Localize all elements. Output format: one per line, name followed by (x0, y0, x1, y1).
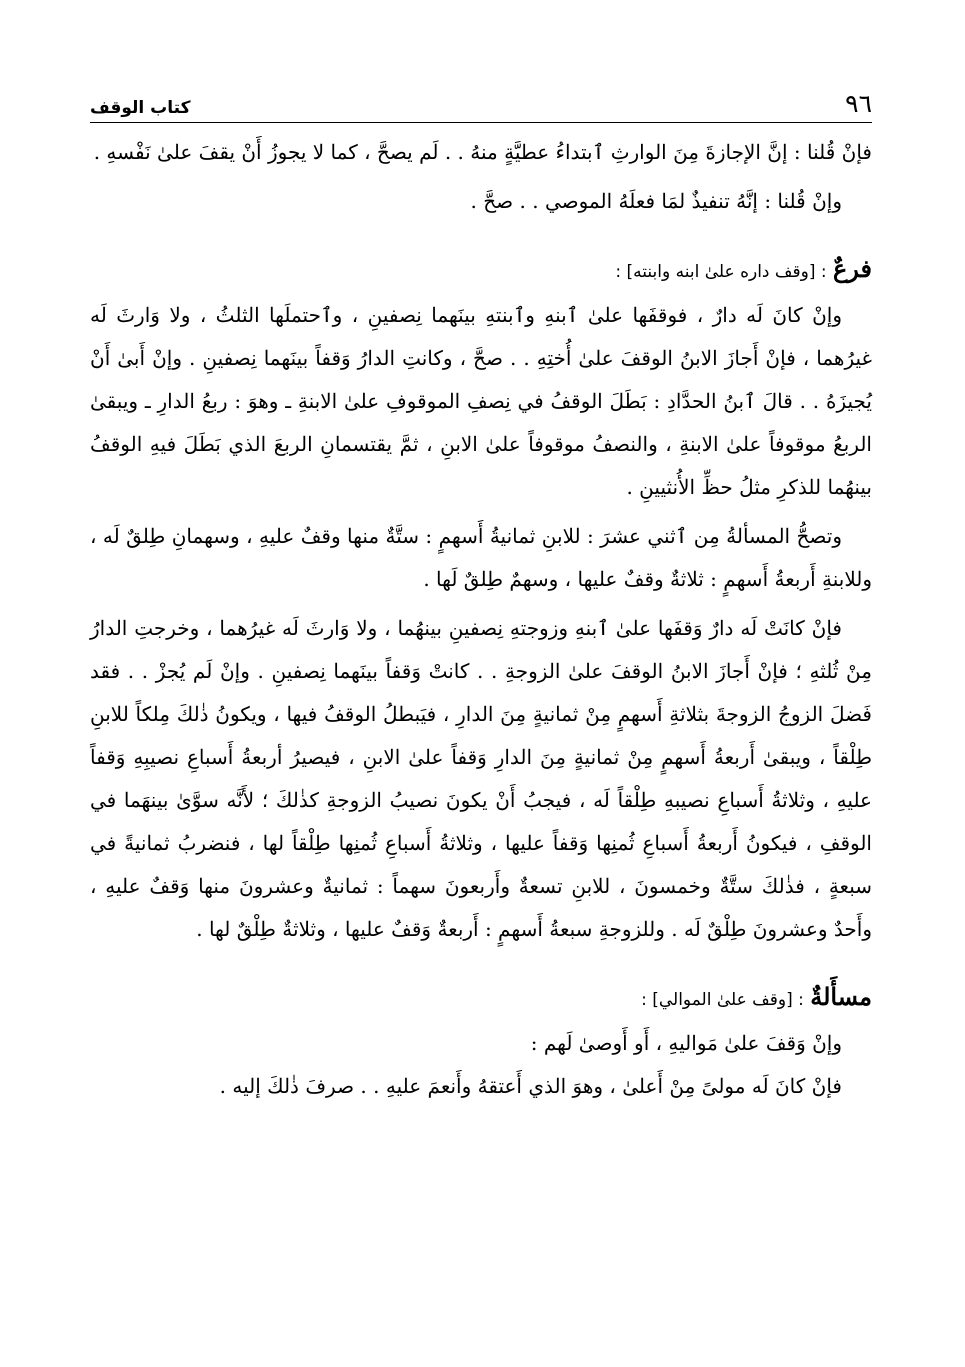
page-header (90, 80, 872, 123)
heading-word: مسأَلةٌ (810, 982, 872, 1011)
paragraph: وإنْ وَقفَ علىٰ مَواليهِ ، أَو أَوصىٰ لَهم : (530, 1031, 842, 1055)
paragraph: وإنْ كانَ لَه دارٌ ، فوقفَها علىٰ ٱبنهِ وٱبنتهِ بينَهما نِصفينِ ، وٱحتملَها الثلثُ ، ولا وَارثَ لَه غيرُهما ، فإنْ أَجازَ الابنُ الوقفَ علىٰ أُختِهِ . . صحَّ ، وكانتِ الدارُ وَقفاً بينَهما نِصفينِ . وإنْ أَبىٰ أَنْ يُجيزَهُ . . قالَ ٱبنُ الحدَّادِ : بَطَلَ الوقفُ في نِصفِ الموقوفِ علىٰ الابنةِ ـ وهوَ : ربعُ الدارِ ـ ويبقىٰ الربعُ موقوفاً علىٰ الابنةِ ، والنصفُ موقوفاً علىٰ الابنِ ، ثمَّ يقتسمانِ الربعَ الذي بَطَلَ فيهِ الوقفُ بينهُما للذكرِ مثلُ حظِّ الأُنثيينِ . (90, 303, 872, 499)
paragraph: فإنْ قُلنا : إنَّ الإجازةَ مِنَ الوارثِ ٱبتداءُ عطيَّةٍ منهُ . . لَم يصحَّ ، كما لا يجوزُ أَنْ يقفَ علىٰ نَفْسهِ . (93, 140, 872, 164)
heading-topic: : [وقف علىٰ الموالي] : (641, 990, 804, 1010)
paragraph: فإنْ كانَ لَه مولىً مِنْ أَعلىٰ ، وهوَ الذي أَعتقهُ وأَنعمَ عليهِ . . صرفَ ذٰلكَ إليه . (219, 1074, 842, 1098)
paragraph: فإنْ كانَتْ لَه دارٌ وَقفَها علىٰ ٱبنهِ وزوجتهِ نِصفينِ بينهُما ، ولا وَارثَ لَه غيرُهما ، وخرجتِ الدارُ مِنْ ثُلثهِ ؛ فإنْ أَجازَ الابنُ الوقفَ علىٰ الزوجةِ . . كانتْ وَقفاً بينَهما نِصفينِ . وإنْ لَم يُجزْ . . فقد فَضلَ الزوجُ الزوجةَ بثلاثةِ أَسهمٍ مِنْ ثمانيةٍ مِنَ الدارِ ، فيَبطلُ الوقفُ فيها ، ويكونُ ذٰلكَ مِلكاً للابنِ طِلْقاً ، ويبقىٰ أَربعةُ أَسهمٍ مِنْ ثمانيةٍ مِنَ الدارِ وَقفاً علىٰ الابنِ ، فيصيرُ أربعةُ أَسباعِ نصيبِهِ وَقفاً عليهِ ، وثلاثةُ أَسباعِ نصيبهِ طِلْقاً لَه ، فيجبُ أَنْ يكونَ نصيبُ الزوجةِ كذٰلكَ ؛ لأَنَّه سوَّىٰ بينهَما في الوقفِ ، فيكونُ أَربعةُ أَسباعِ ثُمنِها وَقفاً عليها ، وثلاثةُ أَسباعِ ثُمنِها طِلْقاً لها ، فنضربُ ثمانيةً في سبعةٍ ، فذٰلكَ ستَّةٌ وخمسونَ ، للابنِ تسعةٌ وأَربعونَ سهماً : ثمانيةٌ وعشرونَ منها وَقفٌ عليهِ ، وأَحدٌ وعشرونَ طِلْقٌ لَه . وللزوجةِ سبعةُ أَسهمٍ : أَربعةٌ وَقفٌ عليها ، وثلاثةٌ طِلْقٌ لها . (90, 616, 872, 941)
paragraph: وتصحُّ المسألةُ مِن ٱثني عشرَ : للابنِ ثمانيةُ أَسهمٍ : ستَّةٌ منها وقفٌ عليهِ ، وسهمانِ طِلقٌ لَه ، وللابنةِ أَربعةُ أَسهمٍ : ثلاثةٌ وقفٌ عليها ، وسهمٌ طِلقٌ لَها . (90, 524, 872, 591)
running-title: كتاب الوقف (90, 98, 191, 118)
section-heading-masala (90, 975, 872, 1022)
page-number: ٩٦ (845, 89, 872, 118)
paragraph: وإنْ قُلنا : إنَّهُ تنفيذٌ لمَا فعلَهُ الموصي . . صحَّ . (470, 189, 842, 213)
heading-word: فرعٌ (832, 254, 872, 283)
heading-topic: : [وقف داره علىٰ ابنه وابنته] : (615, 262, 827, 282)
book-page (90, 80, 872, 1108)
page-body (90, 131, 872, 1108)
section-heading-far (90, 247, 872, 294)
